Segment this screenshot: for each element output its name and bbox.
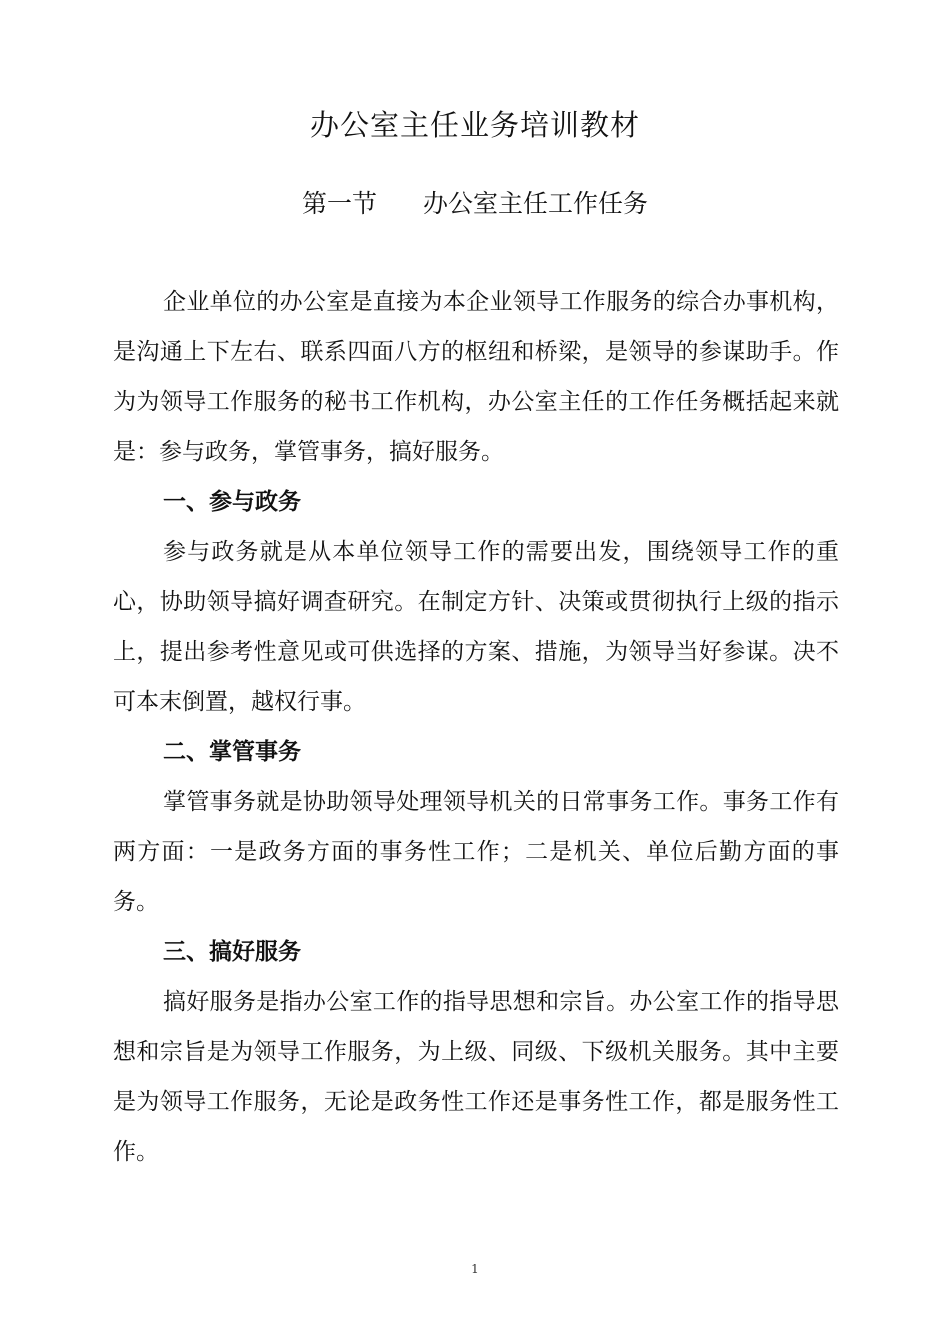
page-number: 1	[471, 1262, 479, 1276]
part-heading-3: 三、搞好服务	[163, 939, 301, 965]
part-heading-1: 一、参与政务	[163, 489, 301, 515]
document-title: 办公室主任业务培训教材	[309, 108, 640, 142]
section-number: 第一节	[301, 189, 377, 218]
part-paragraph-1: 参与政务就是从本单位领导工作的需要出发，围绕领导工作的重心，协助领导搞好调查研究。在制定方针、决策或贯彻执行上级的指示上，提出参考性意见或可供选择的方案、措施，为领导当好参谋。决不可本末倒置，越权行事。	[113, 539, 839, 715]
intro-paragraph: 企业单位的办公室是直接为本企业领导工作服务的综合办事机构，是沟通上下左右、联系四面八方的枢纽和桥梁，是领导的参谋助手。作为为领导工作服务的秘书工作机构，办公室主任的工作任务概括起来就是：参与政务，掌管事务，搞好服务。	[113, 289, 839, 465]
part-heading-2: 二、掌管事务	[163, 739, 301, 765]
part-paragraph-2: 掌管事务就是协助领导处理领导机关的日常事务工作。事务工作有两方面：一是政务方面的事务性工作；二是机关、单位后勤方面的事务。	[113, 789, 839, 915]
section-name: 办公室主任工作任务	[423, 189, 649, 218]
section-title	[0, 182, 950, 226]
part-paragraph-3: 搞好服务是指办公室工作的指导思想和宗旨。办公室工作的指导思想和宗旨是为领导工作服务，为上级、同级、下级机关服务。其中主要是为领导工作服务，无论是政务性工作还是事务性工作，都是服务性工作。	[113, 989, 839, 1165]
